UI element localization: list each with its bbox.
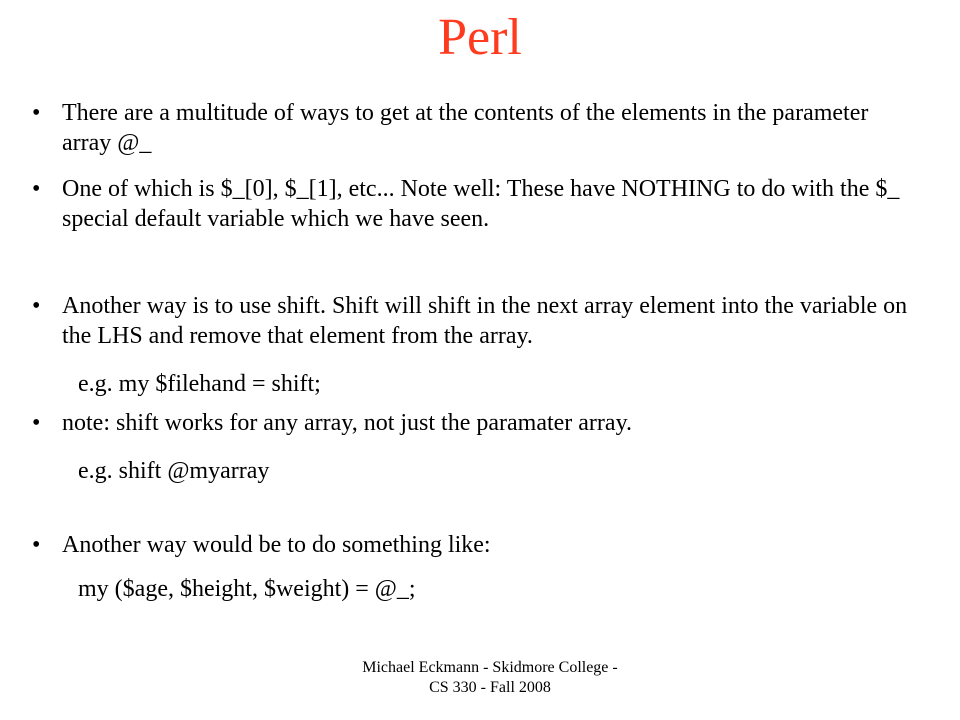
bullet-text: There are a multitude of ways to get at the contents of the elements in the parameter array @_ — [62, 100, 869, 156]
bullet-text: note: shift works for any array, not just the paramater array. — [62, 410, 633, 436]
bullet-item — [32, 98, 922, 158]
bullet-text: Another way would be to do something like: — [62, 532, 491, 558]
slide-footer: Michael Eckmann - Skidmore College - CS 330 - Fall 2008 — [362, 659, 618, 696]
bullet-icon: • — [32, 293, 41, 319]
bullet-text: One of which is $_[0], $_[1], etc... Note well: These have NOTHING to do with the $_ special default variable which we have seen. — [62, 176, 900, 232]
bullet-item — [32, 291, 922, 351]
code-example: my ($age, $height, $weight) = @_; — [78, 576, 416, 602]
slide-title: Perl — [438, 9, 522, 66]
bullet-icon: • — [32, 532, 41, 558]
bullet-item — [32, 408, 922, 438]
bullet-icon: • — [32, 410, 41, 436]
code-example: e.g. shift @myarray — [78, 458, 270, 484]
bullet-item — [32, 530, 922, 560]
bullet-icon: • — [32, 176, 41, 202]
code-example: e.g. my $filehand = shift; — [78, 371, 321, 397]
bullet-item — [32, 174, 922, 234]
bullet-icon: • — [32, 100, 41, 126]
bullet-text: Another way is to use shift. Shift will shift in the next array element into the variable on the LHS and remove that element from the array. — [62, 293, 908, 349]
